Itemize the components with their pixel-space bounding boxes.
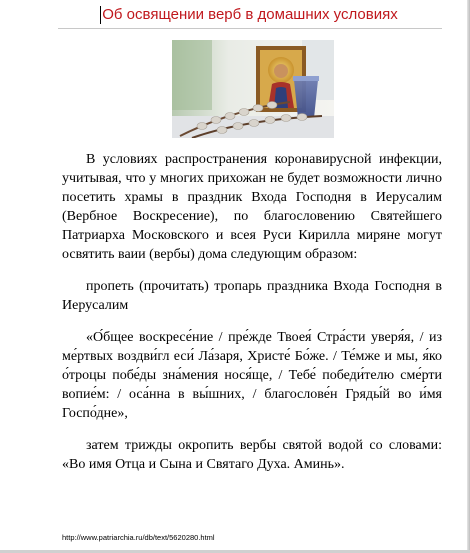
paragraph-intro: В условиях распространения коронавирусной инфекции, учитывая, что у многих прихожан не будет возможности лично посетить храмы в праздник Входа Господня в Иерусалим (Вербное Воскресение), по благословению Святейшего Патриарха Московского и всея Руси Кирилла миряне могут освятить ваии (вербы) дома следующим образом: (62, 152, 442, 262)
body-text (62, 150, 442, 487)
source-link[interactable]: http://www.patriarchia.ru/db/text/5620280.html (62, 533, 215, 542)
icon-and-willow-photo (172, 40, 334, 138)
text-cursor (100, 6, 101, 24)
page-title[interactable] (102, 4, 397, 26)
page-title-text: Об освящении верб в домашних условиях (102, 6, 398, 23)
paragraph-instruction: пропеть (прочитать) тропарь праздника Входа Господня в Иерусалим (62, 279, 442, 313)
paragraph-troparion: «О́бщее воскресе́ние / пре́жде Твоея́ Стра́сти уверя́я, / из ме́ртвых воздви́гл еси́ Ла́заря, Христе́ Бо́же. / Те́мже и мы, я́ко о́троцы побе́ды зна́мения нося́ще, / Тебе́ победи́телю сме́рти вопие́м: / оса́нна в вы́шних, / благослове́н Гряды́й во и́мя Госпо́дне», (62, 330, 442, 421)
title-area (58, 4, 442, 29)
paragraph-sprinkle: затем трижды окропить вербы святой водой со словами: «Во имя Отца и Сына и Святаго Духа. Аминь». (62, 438, 442, 472)
